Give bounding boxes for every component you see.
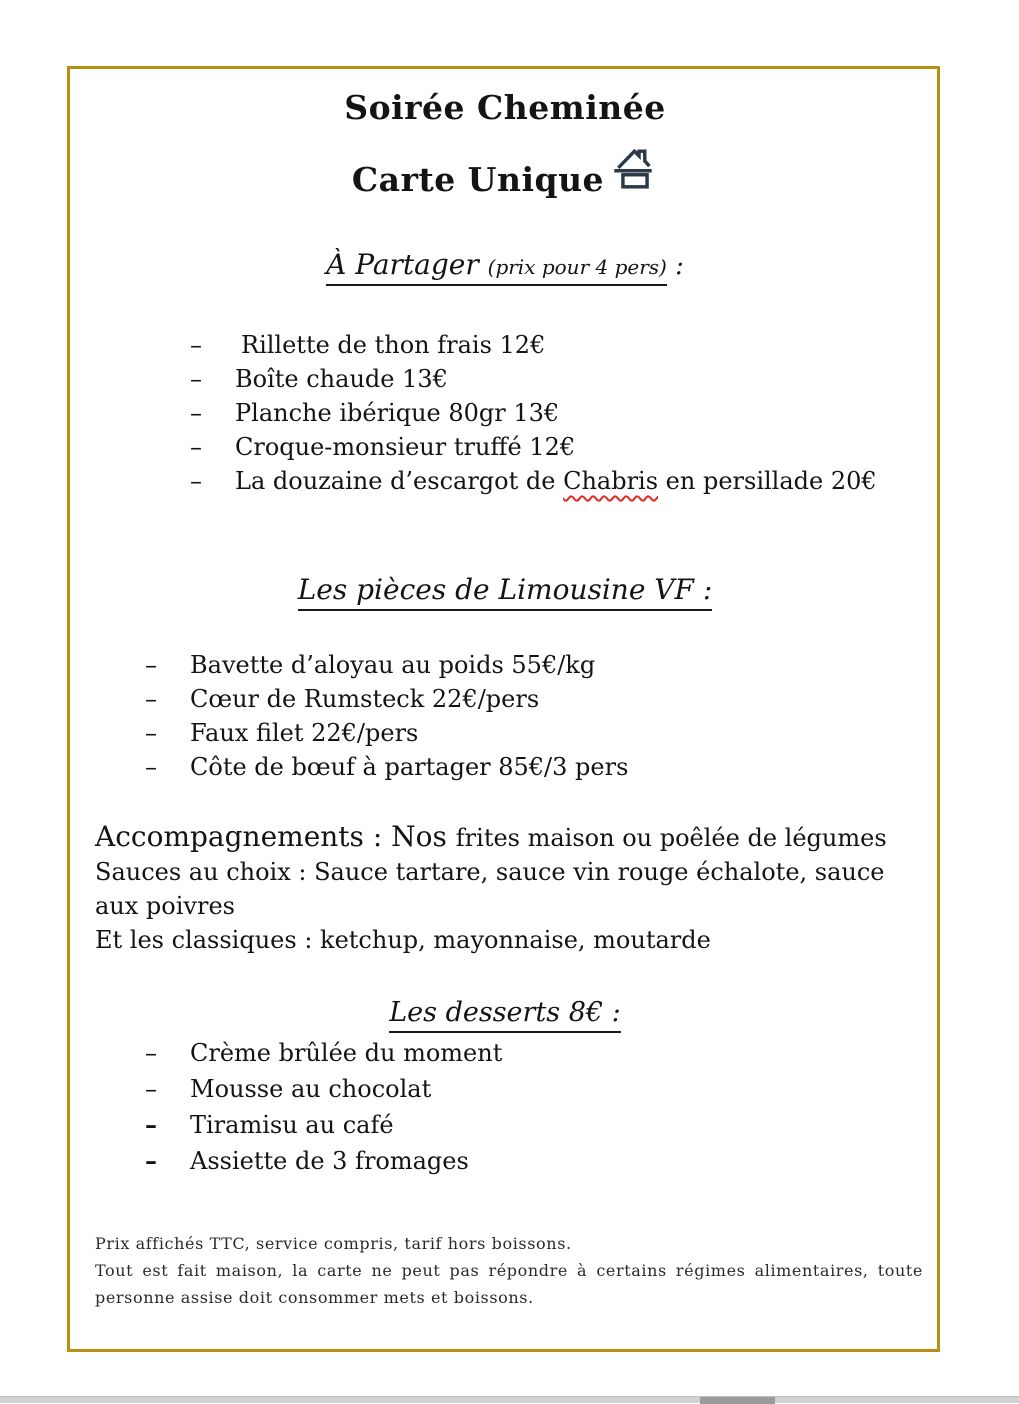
list-item-text: Rillette de thon frais 12€ [241, 331, 546, 359]
section-heading-partager [67, 248, 943, 281]
list-item [67, 362, 943, 396]
partager-heading-colon: : [666, 251, 684, 281]
list-item-text: Mousse au chocolat [190, 1075, 432, 1103]
bullet-dash: – [145, 719, 157, 747]
desserts-heading-text: Les desserts 8€ : [389, 997, 621, 1033]
bullet-dash: – [190, 399, 202, 427]
escargot-text-before: La douzaine d’escargot de [235, 467, 564, 495]
list-item [67, 648, 943, 682]
partager-heading-text: À Partager [326, 248, 488, 281]
list-item-text: Bavette d’aloyau au poids 55€/kg [190, 651, 596, 679]
accompagnements-lead-rest: frites maison ou poêlée de légumes [455, 824, 887, 852]
list-item-text: Planche ibérique 80gr 13€ [235, 399, 560, 427]
list-item [67, 1035, 943, 1071]
footer-line-prices: Prix affichés TTC, service compris, tarif hors boissons. [95, 1234, 572, 1253]
limousine-heading-text: Les pièces de Limousine VF : [298, 573, 713, 611]
accompagnements-paragraph [95, 820, 923, 957]
list-item-text: Côte de bœuf à partager 85€/3 pers [190, 753, 629, 781]
bullet-dash: – [190, 467, 202, 495]
list-item-text: Crème brûlée du moment [190, 1039, 503, 1067]
list-item [67, 1107, 943, 1143]
bullet-dash: – [145, 651, 157, 679]
accompagnements-lead: Accompagnements : Nos [95, 820, 456, 853]
list-item-text: Faux filet 22€/pers [190, 719, 419, 747]
list-item [67, 396, 943, 430]
bullet-dash: – [145, 1146, 157, 1175]
list-item [67, 1071, 943, 1107]
bullet-dash: – [145, 1075, 157, 1103]
list-item-text: Assiette de 3 fromages [190, 1147, 469, 1175]
footer-line-policy: Tout est fait maison, la carte ne peut pas répondre à certains régimes alimentaires, toute personne assise doit consommer mets et boissons. [95, 1261, 923, 1307]
partager-heading-note: (prix pour 4 pers) [487, 255, 667, 279]
partager-list [67, 328, 943, 498]
bullet-dash: – [190, 433, 202, 461]
list-item-text: Tiramisu au café [190, 1111, 394, 1139]
house-body [623, 174, 647, 186]
limousine-list [67, 648, 943, 784]
list-item [67, 716, 943, 750]
bullet-dash: – [145, 1110, 157, 1139]
classiques-line: Et les classiques : ketchup, mayonnaise, moutarde [95, 926, 711, 954]
list-item-text: Cœur de Rumsteck 22€/pers [190, 685, 540, 713]
bullet-dash: – [145, 753, 157, 781]
list-item [67, 430, 943, 464]
bullet-dash: – [190, 365, 202, 393]
list-item [67, 328, 943, 362]
section-heading-limousine [67, 573, 943, 606]
header [67, 88, 943, 127]
list-item [67, 682, 943, 716]
escargot-text-after: en persillade 20€ [658, 467, 877, 495]
page-subtitle: Carte Unique [351, 160, 605, 199]
house-roof [618, 151, 649, 168]
bullet-dash: – [145, 685, 157, 713]
section-heading-desserts [67, 997, 943, 1028]
house-chimney-icon [612, 146, 658, 196]
horizontal-scrollbar-track[interactable] [0, 1396, 1019, 1403]
list-item [67, 750, 943, 784]
footer-notes [95, 1230, 923, 1311]
list-item-text [235, 464, 877, 498]
spellcheck-squiggle-word: Chabris [563, 467, 659, 495]
accompagnements-line [95, 820, 923, 855]
subheader [67, 160, 943, 212]
bullet-dash: – [190, 331, 202, 359]
sauces-line: Sauces au choix : Sauce tartare, sauce vin rouge échalote, sauce aux poivres [95, 858, 885, 920]
bullet-dash: – [145, 1039, 157, 1067]
list-item [67, 1143, 943, 1179]
list-item-text: Croque-monsieur truffé 12€ [235, 433, 576, 461]
list-item [67, 464, 943, 498]
desserts-list [67, 1035, 943, 1179]
list-item-text: Boîte chaude 13€ [235, 365, 448, 393]
page-title: Soirée Cheminée [344, 88, 666, 127]
